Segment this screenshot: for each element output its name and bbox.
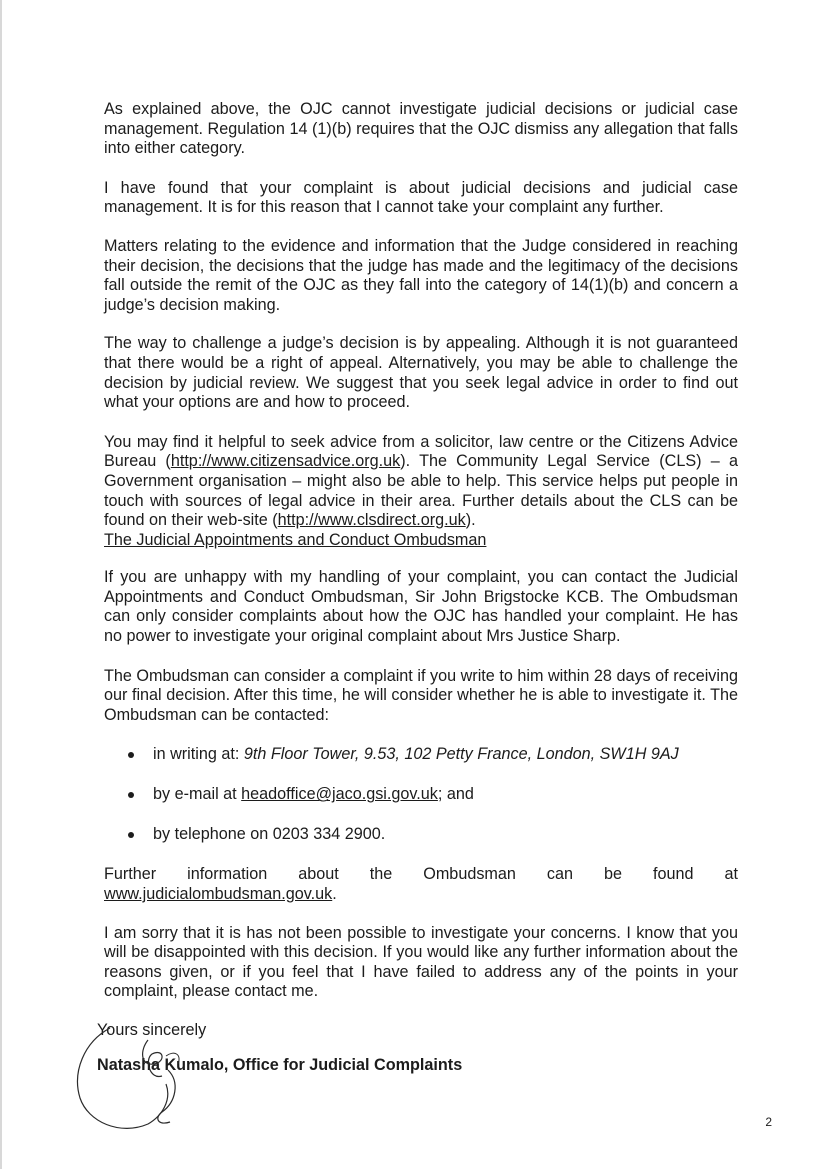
- further-word: the: [369, 865, 393, 884]
- further-word: can: [546, 865, 573, 884]
- contact-writing-item: [104, 745, 738, 765]
- ombudsman-website-link[interactable]: www.judicialombudsman.gov.uk: [104, 885, 333, 904]
- clsdirect-link[interactable]: http://www.clsdirect.org.uk: [277, 511, 466, 530]
- further-word: found: [652, 865, 694, 884]
- email-link[interactable]: headoffice@jaco.gsi.gov.uk: [241, 785, 438, 804]
- further-word: information: [187, 865, 268, 884]
- handwritten-signature: [70, 1020, 220, 1140]
- legal-advice-text-2: ). The Community Legal Service (CLS) – a Government organisation – might also be able to help. This service helps put people in touch with sources of legal advice in their area. Further details about the CLS can be found on their web-site (: [104, 452, 738, 530]
- paragraph-time-limit: The Ombudsman can consider a complaint if you write to him within 28 days of receiving our final decision. After this time, he will consider whether he is able to investigate it. The Ombudsman can be contacted:: [104, 666, 738, 724]
- paragraph-unhappy: If you are unhappy with my handling of your complaint, you can contact the Judicial Appointments and Conduct Ombudsman, Sir John Brigstocke KCB. The Ombudsman can only consider complaints about how the OJC has handled your complaint. He has no power to investigate your original complaint about Mrs Justice Sharp.: [104, 568, 738, 646]
- section-heading-ombudsman: The Judicial Appointments and Conduct Ombudsman: [104, 530, 487, 549]
- further-word: Ombudsman: [423, 865, 516, 884]
- contact-methods-list: [104, 745, 738, 845]
- writing-prefix: in writing at:: [153, 745, 244, 764]
- page-edge: [0, 0, 2, 1169]
- legal-advice-text-3: ).: [465, 511, 476, 530]
- page-number: 2: [765, 1115, 772, 1129]
- paragraph-apology: I am sorry that it is has not been possible to investigate your concerns. I know that you will be disappointed with this decision. If you would like any further information about the reasons given, or if you feel that I have failed to address any of the points in your complaint, please contact me.: [104, 923, 738, 1001]
- paragraph-evidence-matters: Matters relating to the evidence and information that the Judge considered in reaching their decision, the decisions that the judge has made and the legitimacy of the decisions fall outside the remit of the OJC as they fall into the category of 14(1)(b) and concern a judge’s decision making.: [104, 236, 738, 314]
- paragraph-ojc-limits: As explained above, the OJC cannot investigate judicial decisions or judicial case management. Regulation 14 (1)(b) requires that the OJC dismiss any allegation that falls into either category.: [104, 100, 738, 158]
- further-info-line: [104, 865, 738, 885]
- paragraph-appeal: The way to challenge a judge’s decision is by appealing. Although it is not guaranteed that there would be a right of appeal. Alternatively, you may be able to challenge the decision by judicial review. We suggest that you seek legal advice in order to find out what your options are and how to proceed.: [104, 334, 738, 412]
- letter-body: [97, 100, 738, 1075]
- further-word: Further: [104, 865, 157, 884]
- further-word: be: [603, 865, 622, 884]
- contact-telephone-item: by telephone on 0203 334 2900.: [104, 825, 738, 845]
- further-info-end: .: [332, 885, 337, 904]
- citizens-advice-link[interactable]: http://www.citizensadvice.org.uk: [170, 452, 401, 471]
- contact-email-item: [104, 785, 738, 805]
- paragraph-finding: I have found that your complaint is about judicial decisions and judicial case management. It is for this reason that I cannot take your complaint any further.: [104, 178, 738, 217]
- signoff: Yours sincerely: [97, 1021, 207, 1039]
- further-info-link-line: [104, 885, 738, 905]
- further-word: at: [724, 865, 738, 884]
- signer-name: Natasha Kumalo, Office for Judicial Complaints: [97, 1055, 463, 1074]
- paragraph-legal-advice: [104, 433, 738, 531]
- postal-address: 9th Floor Tower, 9.53, 102 Petty France, London, SW1H 9AJ: [243, 745, 679, 764]
- email-suffix: ; and: [437, 785, 474, 804]
- email-prefix: by e-mail at: [153, 785, 242, 804]
- legal-advice-text-1: You may find it helpful to seek advice from a solicitor, law centre or the Citizens Advice Bureau (: [104, 432, 738, 471]
- further-word: about: [298, 865, 339, 884]
- paragraph-further-info: [104, 865, 738, 904]
